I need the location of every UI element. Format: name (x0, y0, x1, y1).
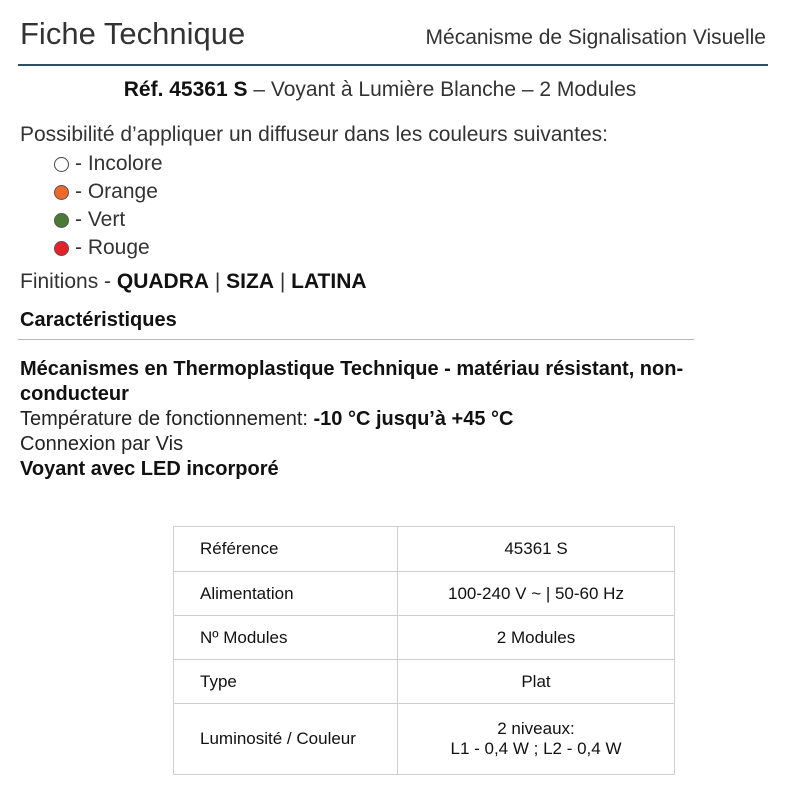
color-label: - Orange (75, 180, 158, 203)
table-row (174, 616, 675, 660)
diffuser-intro: Possibilité d’appliquer un diffuseur dans les couleurs suivantes: (20, 123, 608, 146)
spec-value: 100-240 V ~ | 50-60 Hz (398, 572, 675, 616)
spec-label: Alimentation (174, 572, 398, 616)
color-item-rouge (54, 234, 163, 262)
color-item-incolore (54, 150, 163, 178)
section-divider (18, 339, 694, 340)
caracteristiques-heading: Caractéristiques (20, 309, 177, 331)
spec-label: Type (174, 660, 398, 704)
reference-line (0, 78, 760, 102)
spec-value: Plat (398, 660, 675, 704)
page-subtitle: Mécanisme de Signalisation Visuelle (425, 26, 766, 49)
circle-icon-rouge (54, 241, 69, 256)
circle-icon-orange (54, 185, 69, 200)
finition-separator: | (209, 270, 227, 293)
color-item-vert (54, 206, 163, 234)
circle-icon-vert (54, 213, 69, 228)
table-row (174, 660, 675, 704)
table-row (174, 572, 675, 616)
spec-value: 45361 S (398, 527, 675, 572)
reference-code: Réf. 45361 S (123, 78, 248, 101)
color-label: - Rouge (75, 236, 150, 259)
circle-icon-incolore (54, 157, 69, 172)
feature-temperature: Température de fonctionnement: -10 °C jusqu’à +45 °C (20, 408, 514, 430)
spec-value: 2 Modules (398, 616, 675, 660)
table-row (174, 527, 675, 572)
color-list (54, 150, 163, 262)
page-title: Fiche Technique (20, 16, 246, 51)
finition-siza: SIZA (226, 270, 274, 293)
reference-description: – Voyant à Lumière Blanche – 2 Modules (247, 78, 637, 101)
features-block (20, 357, 720, 482)
feature-led: Voyant avec LED incorporé (20, 458, 279, 480)
finition-quadra: QUADRA (116, 270, 210, 293)
spec-value-line: L1 - 0,4 W ; L2 - 0,4 W (450, 739, 622, 758)
table-row (174, 704, 675, 775)
color-label: - Incolore (75, 152, 163, 175)
finition-latina: LATINA (291, 270, 367, 293)
color-item-orange (54, 178, 163, 206)
spec-label: Luminosité / Couleur (174, 704, 398, 775)
finitions-line (20, 270, 367, 294)
spec-value (398, 704, 675, 775)
color-label: - Vert (75, 208, 126, 231)
feature-material: Mécanismes en Thermoplastique Technique - matériau résistant, non-conducteur (20, 358, 684, 405)
finitions-label: Finitions - (20, 270, 117, 293)
feature-connection: Connexion par Vis (20, 433, 184, 455)
spec-value-line: 2 niveaux: (497, 719, 575, 738)
spec-table (173, 526, 675, 775)
spec-label: Nº Modules (174, 616, 398, 660)
spec-label: Référence (174, 527, 398, 572)
header (18, 14, 768, 66)
finition-separator: | (274, 270, 292, 293)
